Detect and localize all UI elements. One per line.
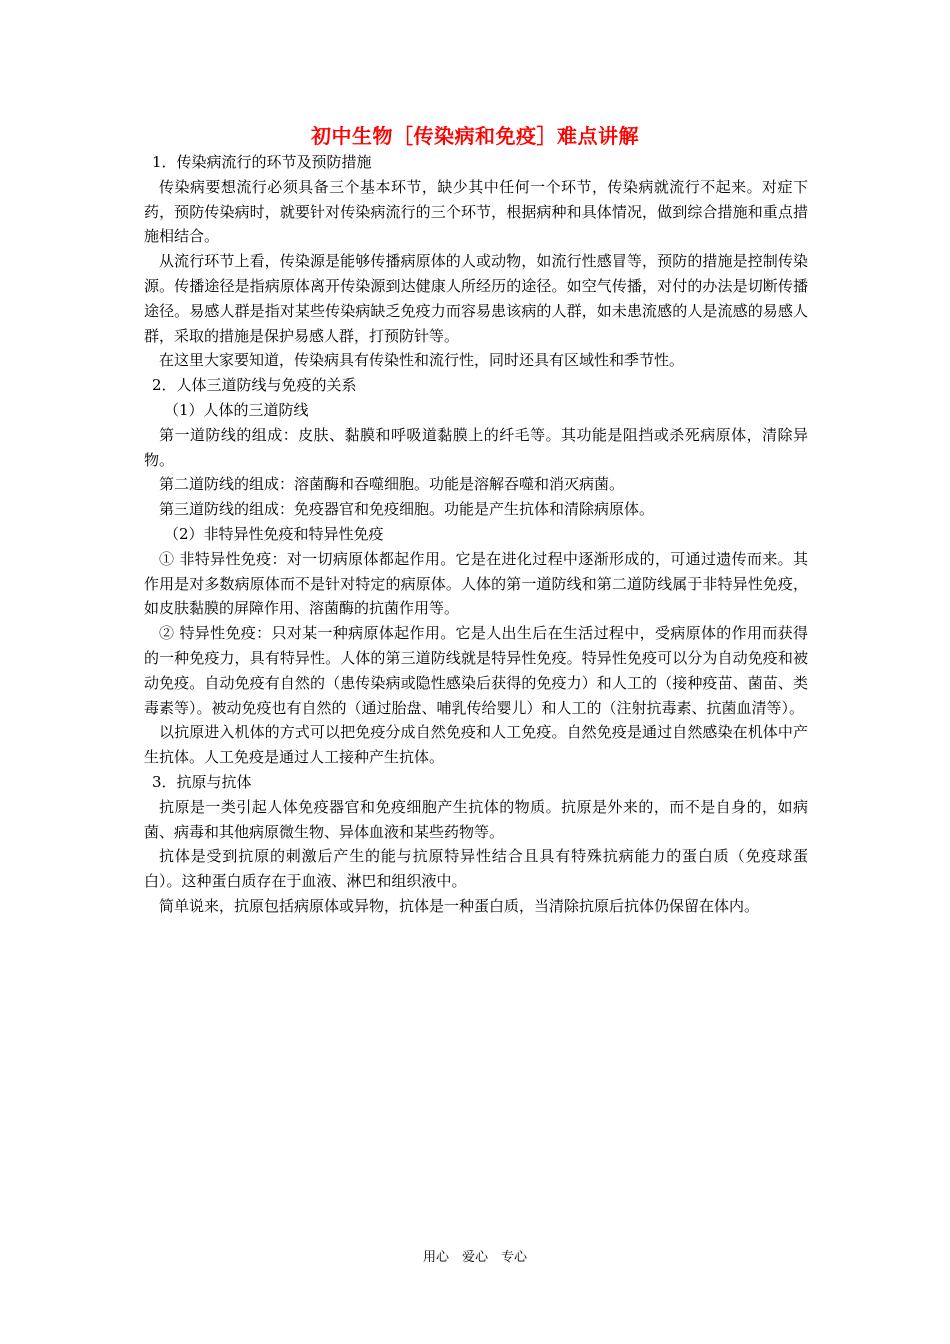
section-2-heading: 2．人体三道防线与免疫的关系	[152, 376, 357, 395]
antibody-paragraph: 抗体是受到抗原的刺激后产生的能与抗原特异性结合且具有特殊抗病能力的蛋白质（免疫球蛋白）。这种蛋白质存在于血液、淋巴和组织液中。	[144, 847, 808, 891]
section-1-paragraph-2: 从流行环节上看，传染源是能够传播病原体的人或动物，如流行性感冒等，预防的措施是控制传染源。传播途径是指病原体离开传染源到达健康人所经历的途径。如空气传播，对付的办法是切断传播途径。易感人群是指对某些传染病缺乏免疫力而容易患该病的人群，如未患流感的人是流感的易感人群，采取的措施是保护易感人群，打预防针等。	[144, 252, 808, 345]
nonspecific-immunity-paragraph: ① 非特异性免疫：对一切病原体都起作用。它是在进化过程中逐渐形成的，可通过遗传而来。其作用是对多数病原体而不是针对特定的病原体。人体的第一道防线和第二道防线属于非特异性免疫，如皮肤黏膜的屏障作用、溶菌酶的抗菌作用等。	[144, 549, 808, 618]
section-1-paragraph-3: 在这里大家要知道，传染病具有传染性和流行性，同时还具有区域性和季节性。	[159, 351, 685, 370]
section-2-subheading-2: （2）非特异性免疫和特异性免疫	[164, 524, 384, 543]
natural-artificial-immunity-paragraph: 以抗原进入机体的方式可以把免疫分成自然免疫和人工免疫。自然免疫是通过自然感染在机体中产生抗体。人工免疫是通过人工接种产生抗体。	[144, 723, 808, 767]
second-line-defense: 第二道防线的组成：溶菌酶和吞噬细胞。功能是溶解吞噬和消灭病菌。	[159, 475, 625, 494]
third-line-defense: 第三道防线的组成：免疫器官和免疫细胞。功能是产生抗体和清除病原体。	[159, 500, 655, 519]
document-body	[144, 150, 808, 919]
page-footer: 用心 爱心 专心	[422, 1250, 527, 1265]
section-1-paragraph-1: 传染病要想流行必须具备三个基本环节，缺少其中任何一个环节，传染病就流行不起来。对症下药，预防传染病时，就要针对传染病流行的三个环节，根据病种和具体情况，做到综合措施和重点措施相结合。	[144, 177, 808, 246]
section-2-subheading-1: （1）人体的三道防线	[164, 400, 309, 419]
antigen-paragraph: 抗原是一类引起人体免疫器官和免疫细胞产生抗体的物质。抗原是外来的，而不是自身的，如病菌、病毒和其他病原微生物、异体血液和某些药物等。	[144, 797, 808, 841]
first-line-defense: 第一道防线的组成：皮肤、黏膜和呼吸道黏膜上的纤毛等。其功能是阻挡或杀死病原体，清除异物。	[144, 425, 808, 469]
section-3-heading: 3．抗原与抗体	[152, 772, 252, 791]
summary-paragraph: 简单说来，抗原包括病原体或异物，抗体是一种蛋白质，当清除抗原后抗体仍保留在体内。	[159, 896, 760, 915]
section-1-heading: 1．传染病流行的环节及预防措施	[152, 153, 372, 171]
specific-immunity-paragraph: ② 特异性免疫：只对某一种病原体起作用。它是人出生后在生活过程中，受病原体的作用而获得的一种免疫力，具有特异性。人体的第三道防线就是特异性免疫。特异性免疫可以分为自动免疫和被动免疫。自动免疫有自然的（患传染病或隐性感染后获得的免疫力）和人工的（接种疫苗、菌苗、类毒素等）。被动免疫也有自然的（通过胎盘、哺乳传给婴儿）和人工的（注射抗毒素、抗菌血清等）。	[144, 624, 808, 717]
document-title: 初中生物［传染病和免疫］难点讲解	[311, 124, 639, 148]
